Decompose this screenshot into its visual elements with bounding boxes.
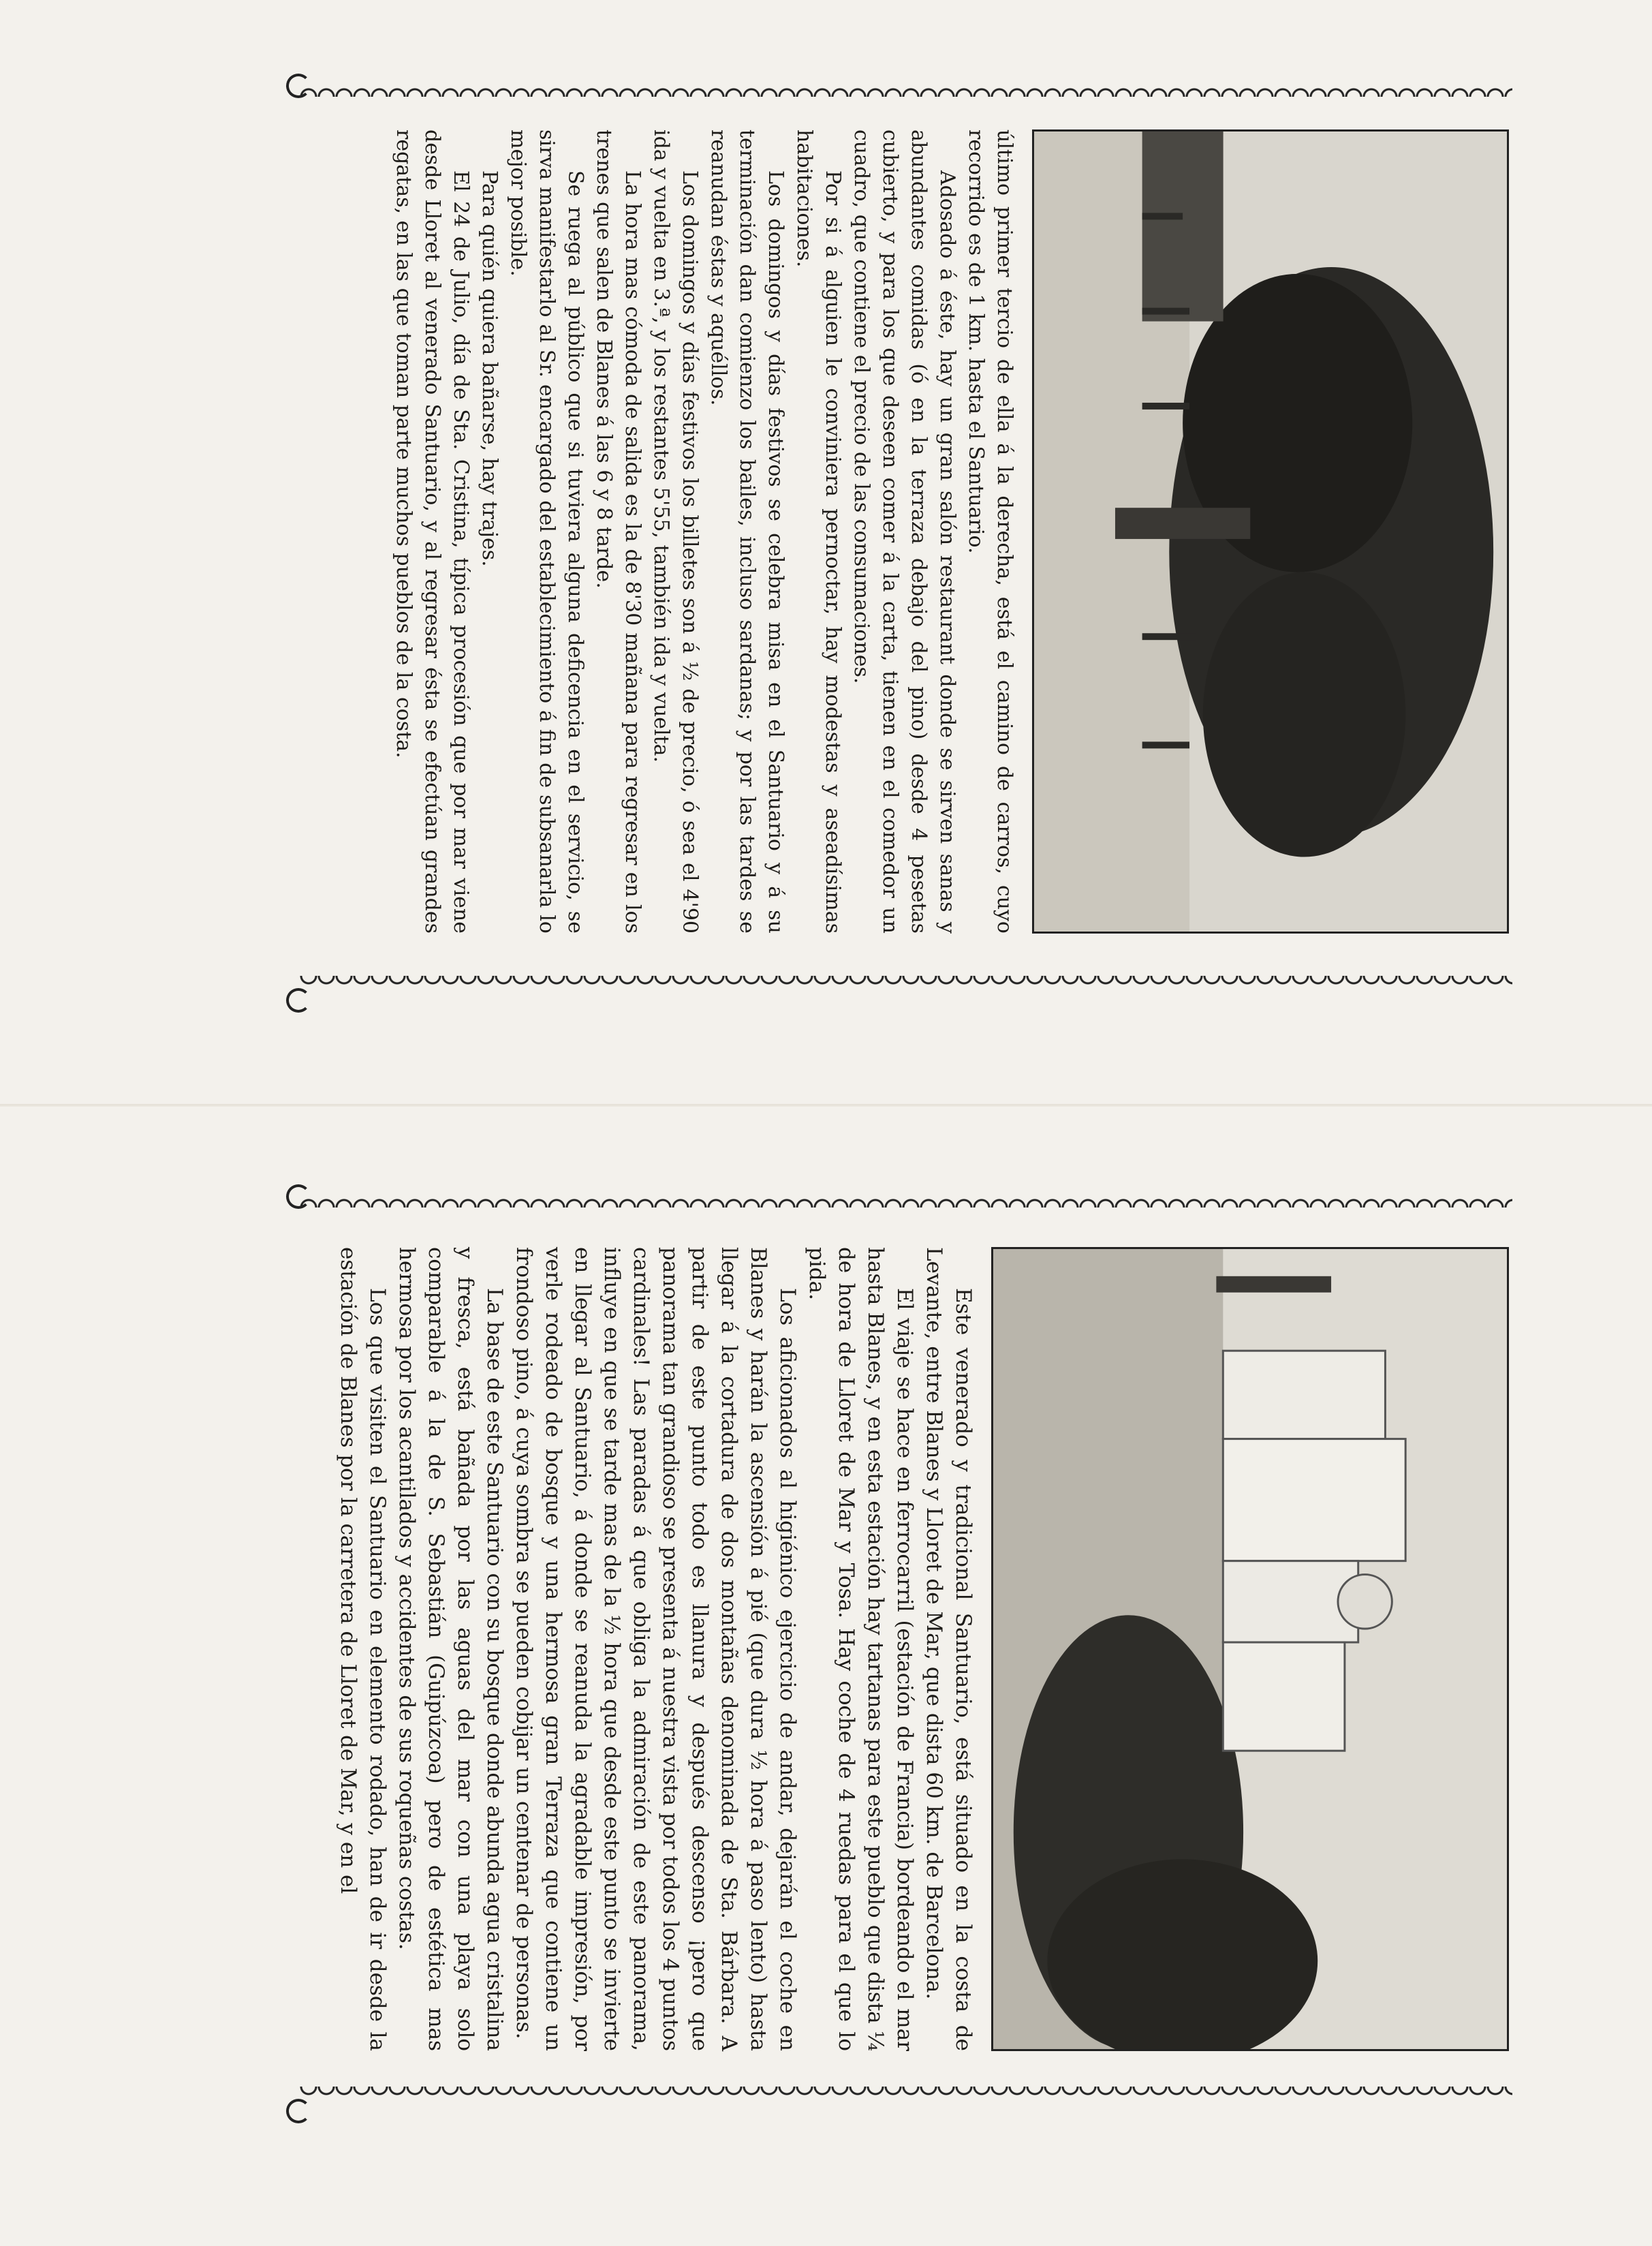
- lower-top-curl-icon: [286, 1184, 311, 1209]
- upper-paragraph: Por si á alguien le conviniera pernoctar, hay modestas y aseadísimas habitaciones.: [792, 129, 845, 934]
- upper-top-wavy-border: [300, 80, 1512, 97]
- upper-paragraph: último primer tercio de ella á la derecha, está el camino de carros, cuyo recorrido es de 1 km. hasta el Santuario.: [964, 129, 1016, 934]
- upper-top-curl-icon: [286, 74, 311, 98]
- upper-page: [249, 129, 1509, 1015]
- upper-paragraph: La hora mas cómoda de salida es la de 8'30 mañana para regresar en los trenes que salen de Blanes á las 6 y 8 tarde.: [592, 129, 644, 934]
- lower-paragraph: Los aficionados al higiénico ejercicio de andar, dejarán el coche en Blanes y harán la ascensión á pié (que dura ½ hora á paso lento) hasta llegar á la cortadura de dos montañas denominada de Sta. Bárbara. A partir de este punto todo es llanura y después descenso ¡pero que panorama tan grandioso se presenta á nuestra vista por todos los 4 puntos cardinales! Las paradas á que obliga la admiración de este panorama, influye en que se tarde mas de la ½ hora que desde este punto se invierte en llegar al Santuario, á donde se reanuda la agradable impresión, por verle rodeado de bosque y una hermosa gran Terraza que contiene un frondoso pino, á cuya sombra se pueden cobijar un centenar de personas.: [512, 1247, 800, 2051]
- lower-paragraph: Los que visiten el Santuario en elemento rodado, han de ir desde la estación de Blanes por la carretera de Lloret de Mar, y en el: [336, 1247, 390, 2051]
- upper-paragraph: Los domingos y días festivos los billetes son á ½ de precio, ó sea el 4'90 ida y vuelta en 3.ª, y los restantes 5'55, también ida y vuelta.: [649, 129, 702, 934]
- upper-paragraph: Adosado á éste, hay un gran salón restaurant donde se sirven sanas y abundantes comidas (ó en la terraza debajo del pino) desde 4 pesetas cubierto, y para los que deseen comer á la carta, tienen en el comedor un cuadro, que contiene el precio de las consumaciones.: [850, 129, 959, 934]
- lower-page: [249, 1247, 1509, 2133]
- lower-paragraph: El viaje se hace en ferrocarril (estación de Francia) bordeando el mar hasta Blanes, y en esta estación hay tartanas para este pueblo que dista ¼ de hora de Lloret de Mar y Tosa. Hay coche de 4 ruedas para el que lo pida.: [805, 1247, 917, 2051]
- upper-paragraph: Los domingos y días festivos se celebra misa en el Santuario y á su terminación dan comienzo los bailes, incluso sardanas; y por las tardes se reanudan éstas y aquéllos.: [706, 129, 788, 934]
- lower-paragraph: La base de este Santuario con su bosque donde abunda agua cristalina y fresca, está bañada por las aguas del mar con una playa solo comparable á la de S. Sebastián (Guipúzcoa) pero de estética mas hermosa por los acantilados y accidentes de sus roqueñas costas.: [394, 1247, 507, 2051]
- upper-paragraph: El 24 de Julio, día de Sta. Cristina, típica procesión que por mar viene desde Lloret al venerado Santuario, y al regresar ésta se efectúan grandes regatas, en las que toman parte muchos pueblos de la costa.: [392, 129, 473, 934]
- page-fold: [0, 1104, 1652, 1107]
- lower-top-wavy-border: [300, 1191, 1512, 1207]
- upper-paragraph: Se ruega al público que si tuviera alguna deficencia en el servicio, se sirva manifestarlo al Sr. encargado del establecimiento á fin de subsanarla lo mejor posible.: [506, 129, 587, 934]
- pine-tree-photo: [1032, 129, 1509, 934]
- santuario-photo: [991, 1247, 1509, 2051]
- upper-paragraph: Para quién quiera bañarse, hay trajes.: [478, 170, 501, 567]
- lower-paragraph: Este venerado y tradicional Santuario, está situado en la costa de Levante, entre Blanes y Lloret de Mar, que dista 60 km. de Barcelona.: [922, 1247, 976, 2051]
